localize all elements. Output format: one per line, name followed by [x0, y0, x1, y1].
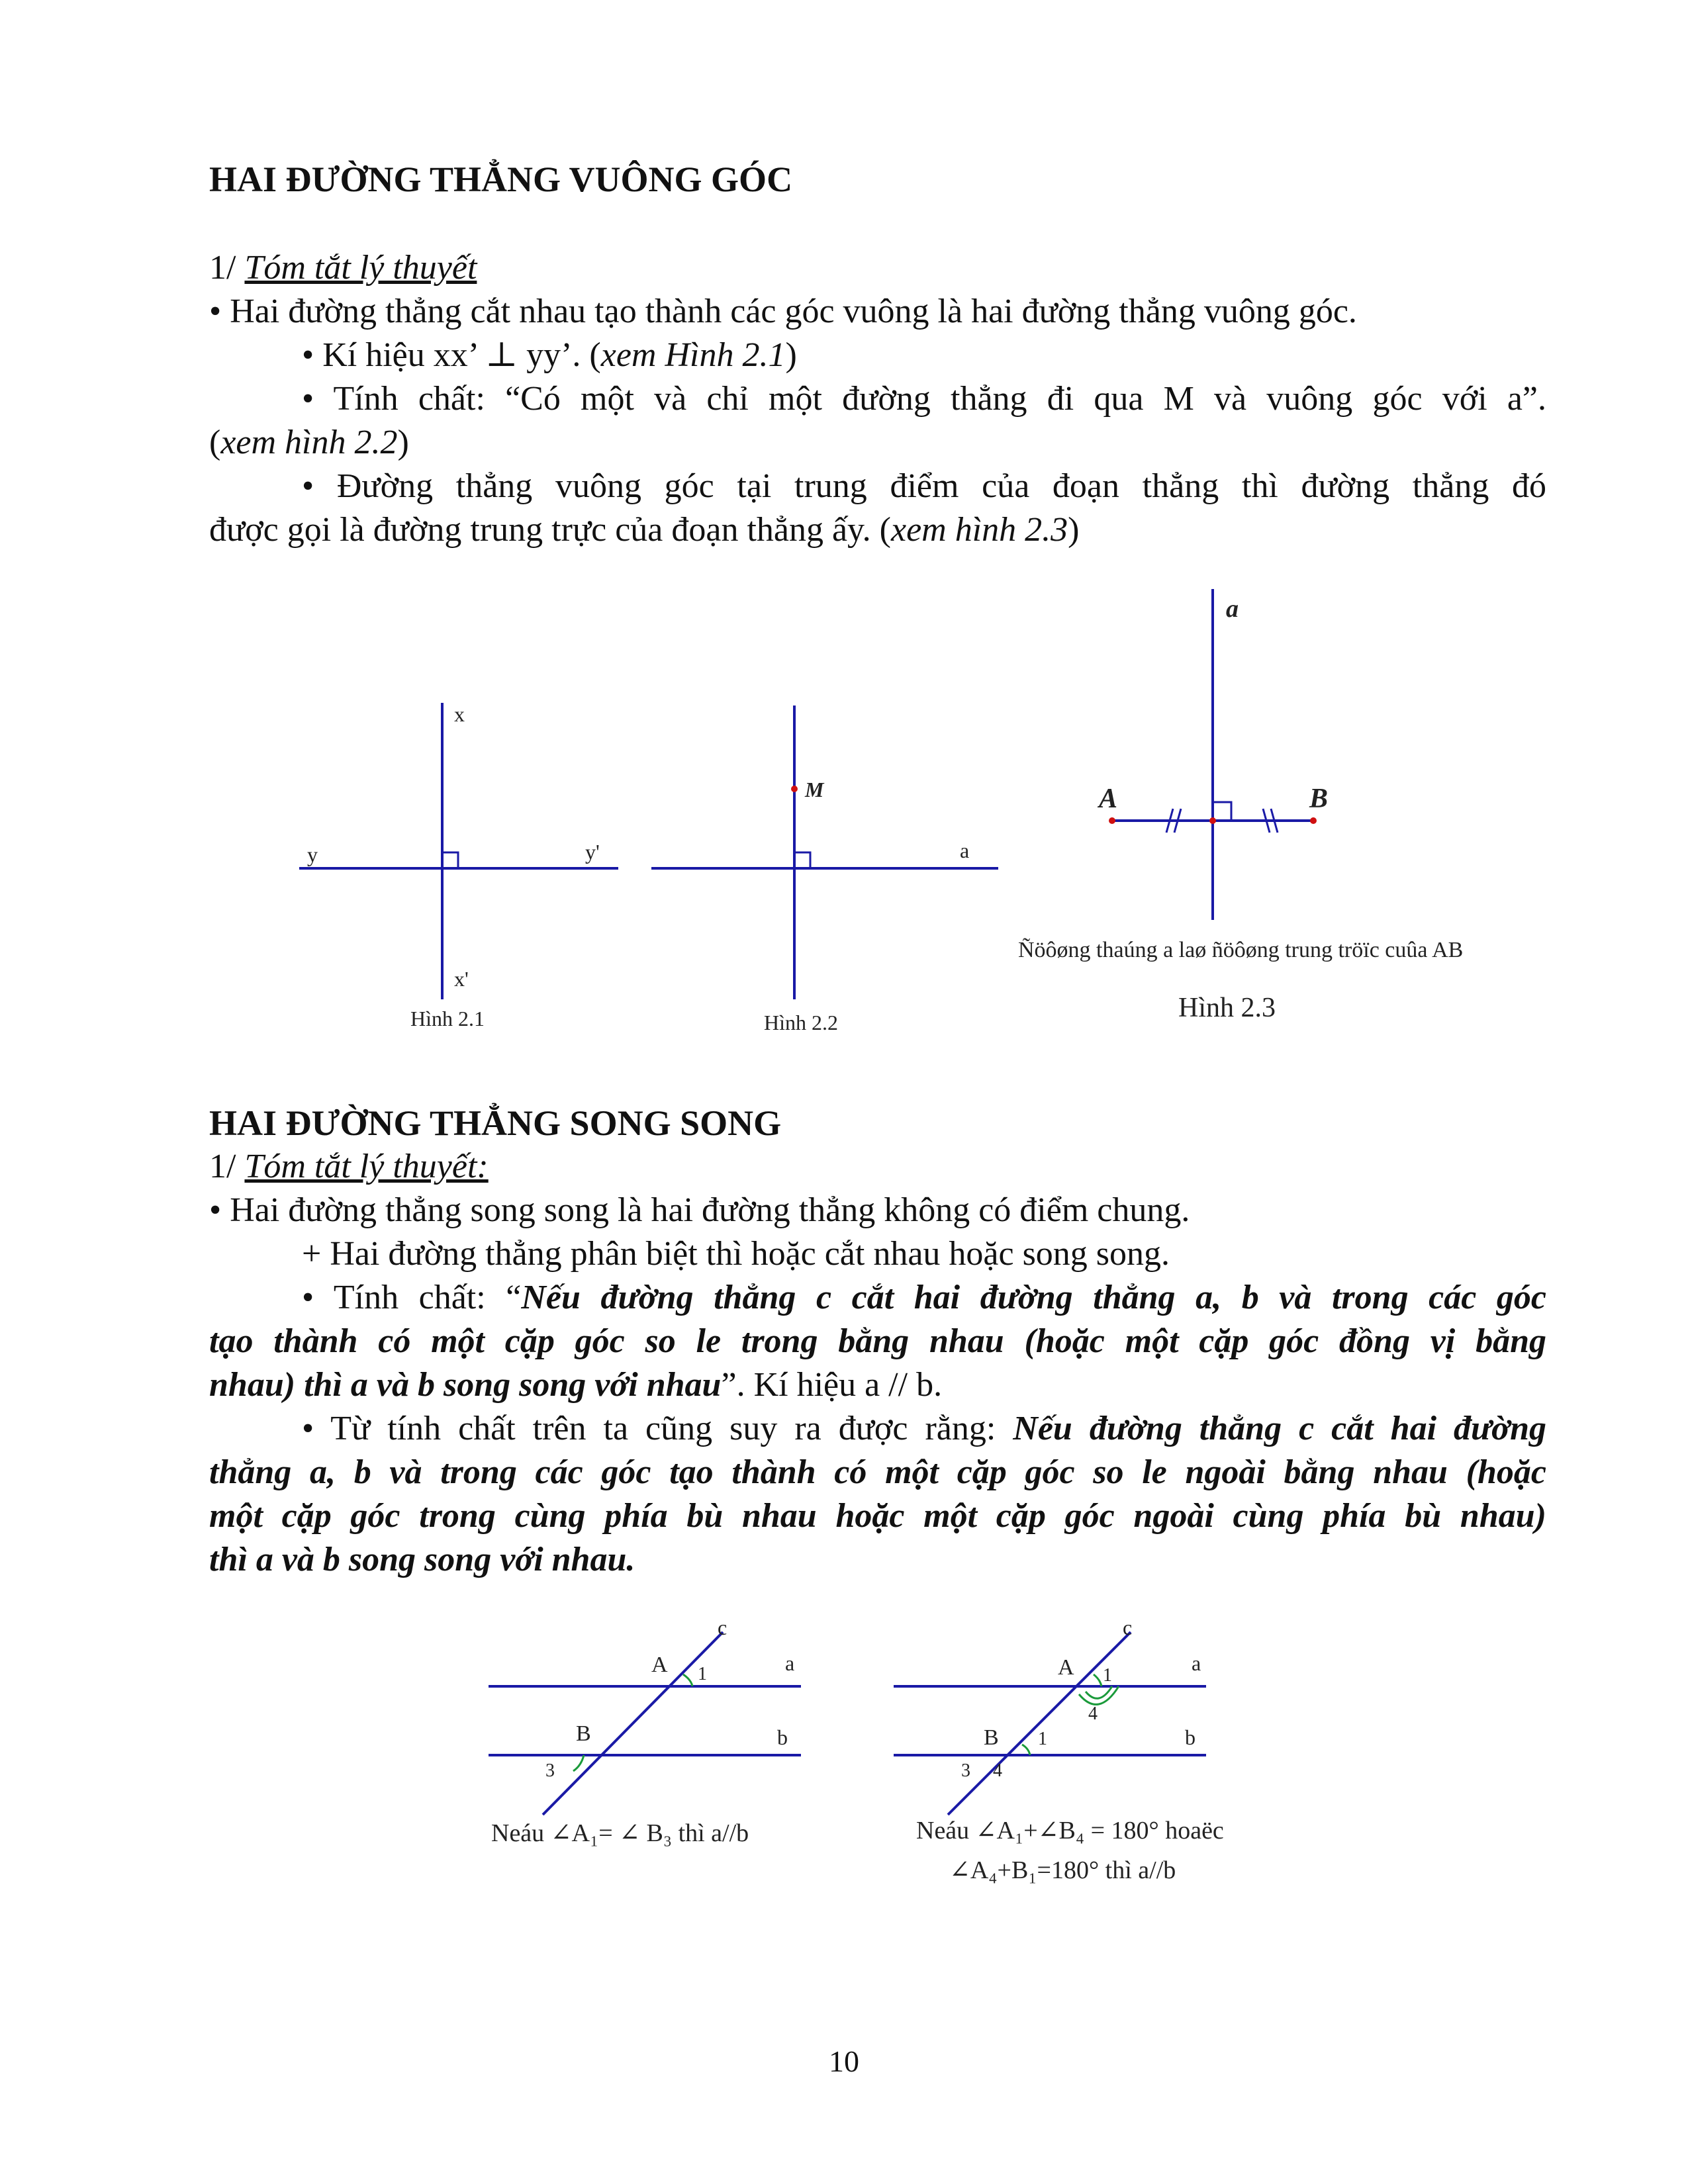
section2-line1: • Hai đường thẳng song song là hai đường thẳng không có điểm chung.: [209, 1191, 1190, 1229]
section2-line3: [302, 1276, 1546, 1320]
line6-text: • Từ tính chất trên ta cũng suy ra được rằng:: [302, 1410, 1013, 1447]
label-point-a: A: [651, 1653, 668, 1677]
figure-2-2: [651, 705, 998, 1034]
section2-line2: + Hai đường thẳng phân biệt thì hoặc cắt nhau hoặc song song.: [302, 1235, 1170, 1273]
line6-end: ): [1068, 511, 1080, 549]
angle-arc: [1022, 1745, 1030, 1755]
label-point-b: B: [1309, 784, 1329, 814]
page-number: 10: [829, 2044, 859, 2078]
line2-text: • Kí hiệu xx’ ⊥ yy’. (: [302, 336, 601, 374]
figure-ref: xem hình 2.2: [220, 424, 398, 461]
label-point-a: A: [1099, 784, 1118, 814]
point-a: [1109, 817, 1115, 824]
section2-line7: thẳng a, b và trong các góc tạo thành có một cặp góc so le ngoài bằng nhau (hoặc: [209, 1453, 1546, 1491]
caption-left: Neáu ∠A₁= ∠ B₃ thì a//b: [491, 1819, 749, 1847]
section1-title: HAI ĐƯỜNG THẲNG VUÔNG GÓC: [209, 159, 793, 199]
angle-arc: [1079, 1686, 1119, 1704]
label-c: c: [1123, 1615, 1133, 1639]
caption-2-1: Hình 2.1: [410, 1007, 485, 1030]
right-angle-mark: [794, 852, 810, 868]
line-c: [948, 1632, 1131, 1815]
angle-label-4b: 4: [993, 1760, 1002, 1781]
section2-line4: tạo thành có một cặp góc so le trong bằng nhau (hoặc một cặp góc đồng vị bằng: [209, 1322, 1546, 1360]
angle-arc: [1086, 1686, 1112, 1698]
right-angle-mark: [1213, 802, 1231, 821]
label-x: x: [454, 702, 465, 726]
figure-2-3: [1018, 589, 1463, 1023]
caption-2-2: Hình 2.2: [764, 1011, 838, 1034]
point-b: [1310, 817, 1317, 824]
section2-line9: thì a và b song song với nhau.: [209, 1541, 635, 1578]
section2-line5: [209, 1363, 942, 1407]
line6-emphasis: Nếu đường thẳng c cắt hai đường: [1013, 1410, 1547, 1447]
subtitle-text: Tóm tắt lý thuyết: [244, 249, 477, 287]
angle-arc: [573, 1755, 584, 1771]
angle-arc: [1094, 1674, 1102, 1686]
subtitle-number: 1/: [209, 249, 245, 287]
caption-right-1: Neáu ∠A₁+∠B₄ = 180° hoaëc: [916, 1817, 1224, 1844]
line2-end: ): [785, 336, 797, 374]
line3-text: • Tính chất: “: [302, 1279, 522, 1316]
section1-line3: • Tính chất: “Có một và chỉ một đường thẳng đi qua M và vuông góc với a”.: [302, 380, 1546, 418]
figure-ref: xem Hình 2.1: [600, 336, 786, 374]
label-point-b: B: [984, 1725, 999, 1750]
figure-2-1: [299, 702, 618, 1030]
label-b: b: [777, 1725, 788, 1749]
line5-text: ”. Kí hiệu a // b.: [721, 1366, 943, 1404]
label-a: a: [1226, 595, 1239, 623]
point-midpoint: [1209, 817, 1216, 824]
line-c: [543, 1632, 723, 1815]
line3-emphasis: Nếu đường thẳng c cắt hai đường thẳng a, b và trong các góc: [521, 1279, 1546, 1316]
label-a: a: [1192, 1651, 1201, 1675]
section1-line1: • Hai đường thẳng cắt nhau tạo thành các góc vuông là hai đường thẳng vuông góc.: [209, 293, 1357, 330]
figure-note: Ñöôøng thaúng a laø ñöôøng trung tröïc cuûa AB: [1018, 938, 1464, 962]
label-b: b: [1185, 1725, 1196, 1749]
angle-label-3: 3: [961, 1760, 970, 1781]
section2-line8: một cặp góc trong cùng phía bù nhau hoặc một cặp góc ngoài cùng phía bù nhau): [209, 1497, 1546, 1535]
label-point-a: A: [1058, 1655, 1074, 1680]
figure-parallel-left: [489, 1615, 801, 1847]
figure-ref: xem hình 2.3: [891, 511, 1068, 549]
caption-2-3: Hình 2.3: [1178, 993, 1276, 1023]
label-c: c: [718, 1615, 727, 1639]
angle-label-1b: 1: [1038, 1729, 1047, 1749]
angle-label-3: 3: [545, 1760, 555, 1781]
angle-label-1: 1: [1103, 1665, 1112, 1686]
caption-right-2: ∠A₄+B₁=180° thì a//b: [949, 1856, 1176, 1884]
label-a: a: [785, 1651, 795, 1675]
section2-subtitle: [209, 1145, 489, 1189]
angle-arc: [683, 1674, 692, 1686]
label-y-prime: y': [585, 840, 600, 864]
section1-line5: • Đường thẳng vuông góc tại trung điểm của đoạn thẳng thì đường thẳng đó: [302, 467, 1546, 505]
section2-line6: [302, 1407, 1546, 1451]
angle-label-4: 4: [1088, 1704, 1098, 1724]
angle-label-1: 1: [698, 1664, 707, 1684]
line5-emphasis: nhau) thì a và b song song với nhau: [209, 1366, 722, 1404]
line4-text: (: [209, 424, 221, 461]
line6-text: được gọi là đường trung trực của đoạn thẳng ấy. (: [209, 511, 891, 549]
label-x-prime: x': [454, 967, 469, 991]
right-angle-mark: [442, 852, 458, 868]
label-a: a: [960, 839, 970, 862]
figure-parallel-right: [894, 1615, 1224, 1884]
subtitle-number: 1/: [209, 1148, 245, 1185]
point-m: [791, 786, 798, 792]
label-point-b: B: [576, 1721, 591, 1746]
label-m: M: [805, 778, 824, 801]
section2-title: HAI ĐƯỜNG THẲNG SONG SONG: [209, 1103, 782, 1143]
label-y: y: [307, 842, 318, 866]
subtitle-text: Tóm tắt lý thuyết:: [244, 1148, 489, 1185]
line4-end: ): [397, 424, 409, 461]
